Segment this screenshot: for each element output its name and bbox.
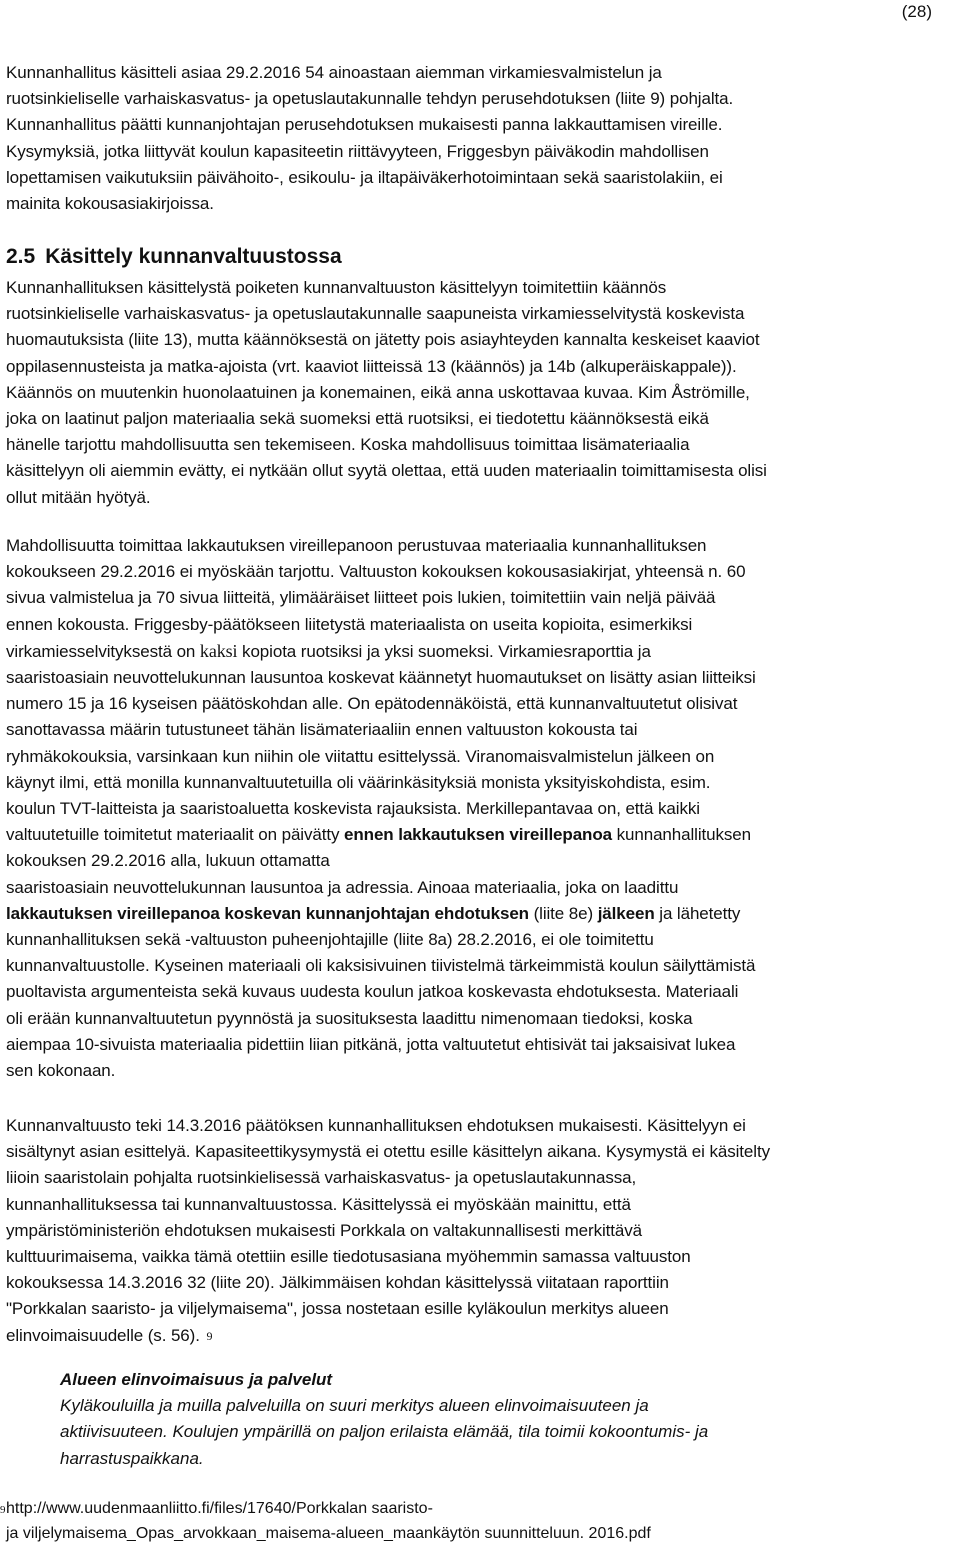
section-heading [6,242,342,272]
text-run: kunnanhallituksen [616,825,752,845]
text-line: ennen kokousta. Friggesby-päätökseen liitetystä materiaalista on useita kopioita, esimerkiksi [6,614,693,634]
text-line: kokoukseen 29.2.2016 ei myöskään tarjottu. Valtuuston kokouksen kokousasiakirjat, yhteensä n. 60 [6,562,746,582]
text-line: lopettamisen vaikutuksiin päivähoito-, esikoulu- ja iltapäiväkerhotoimintaan sekä saaristolakiin, ei [6,167,723,187]
footnote [0,1497,960,1546]
bold-run: jälkeen [597,903,655,923]
intro-paragraph [6,60,958,217]
text-line: joka on laatinut paljon materiaalia sekä suomeksi että ruotsiksi, ei tiedotettu käännöksestä eikä [6,409,709,429]
text-line: saaristoasiain neuvottelukunnan lausuntoa ja adressia. Ainoaa materiaalia, joka on laadittu [6,877,679,897]
quote-line: Kyläkouluilla ja muilla palveluilla on suuri merkitys alueen elinvoimaisuuteen ja [60,1396,649,1416]
text-line: sen kokonaan. [6,1061,116,1081]
text-line: "Porkkalan saaristo- ja viljelymaisema", jossa nostetaan esille kyläkoulun merkitys alueen [6,1299,669,1319]
text-run: valtuutetuille toimitetut materiaalit on päivätty [6,825,340,845]
text-line: kunnanhallituksessa tai kunnanvaltuustossa. Käsittelyssä ei myöskään mainittu, että [6,1194,631,1214]
text-line: Kunnanhallitus päätti kunnanjohtajan perusehdotuksen mukaisesti panna lakkauttamisen vireille. [6,115,723,135]
text-line: aiempaa 10-sivuista materiaalia pidettiin liian pitkänä, jotta valtuutetut ehtisivät tai jaksaisivat lukea [6,1034,736,1054]
text-line: Mahdollisuutta toimittaa lakkautuksen vireillepanoon perustuvaa materiaalia kunnanhallituksen [6,536,707,555]
text-line: ympäristöministeriön ehdotuksen mukaisesti Porkkala on valtakunnallisesti merkittävä [6,1220,642,1240]
text-line: Kysymyksiä, jotka liittyvät koulun kapasiteetin riittävyyteen, Friggesbyn päiväkodin mahdollisen [6,141,709,161]
section-number: 2.5 [6,245,36,268]
text-line: Kunnanhallituksen käsittelystä poiketen kunnanvaltuuston käsittelyyn toimitettiin käännös [6,278,667,297]
text-line: oli erään kunnanvaltuutetun pyynnöstä ja suosituksesta laadittu nimenomaan tiedoksi, koska [6,1008,693,1028]
text-line: kokouksen 29.2.2016 alla, lukuun ottamatta [6,851,330,871]
paragraph-decision [6,1113,958,1349]
text-line [6,638,958,665]
text-line: sivua valmistelua ja 70 sivua liitteitä, ylimääräiset liitteet pois lukien, toimitettiin vain neljä päivää [6,588,716,608]
quote-title: Alueen elinvoimaisuus ja palvelut [60,1370,333,1389]
text-line: ryhmäkokouksia, varsinkaan kun niihin ole viitattu esittelyssä. Viranomaisvalmistelun jälkeen on [6,746,715,766]
quote-line: harrastuspaikkana. [60,1448,204,1468]
text-line [6,822,958,848]
text-line: käsittelyyn oli aiemmin evätty, ei nytkään ollut syytä olettaa, että uuden materiaalin toimittamisesta olisi [6,461,767,481]
text-run: (liite 8e) [533,903,594,923]
text-run: virkamiesselvityksestä on [6,641,196,661]
text-line: huomautuksista (liite 13), mutta käännöksestä on jätetty pois asiayhteyden kannalta keskeiset kaaviot [6,330,760,350]
text-line: Kunnanvaltuusto teki 14.3.2016 päätöksen kunnanhallituksen ehdotuksen mukaisesti. Käsittelyyn ei [6,1116,746,1135]
footnote-reference: 9 [206,1328,213,1343]
text-line: Kunnanhallitus käsitteli asiaa 29.2.2016 54 ainoastaan aiemman virkamiesvalmistelun ja [6,63,662,82]
text-run-serif: kaksi [199,640,238,661]
quote-block [60,1367,940,1472]
text-run: elinvoimaisuudelle (s. 56). [6,1325,200,1345]
text-line: saaristoasiain neuvottelukunnan lausuntoa koskevat käännetyt huomautukset on lisätty asian liitteiksi [6,668,756,688]
text-line: liioin saaristolain pohjalta ruotsinkielisessä varhaiskasvatus- ja opetuslautakunnassa, [6,1168,637,1188]
text-line: kulttuurimaisema, vaikka tämä otettiin esille tiedotusasiana myöhemmin samassa valtuuston [6,1247,691,1267]
text-line: käynyt ilmi, että monilla kunnanvaltuutetuilla oli väärinkäsityksiä monista yksityiskohdista, esim. [6,772,711,792]
footnote-line: ja viljelymaisema_Opas_arvokkaan_maisema-alueen_maankäytön suunnitteluun. 2016.pdf [6,1525,651,1542]
text-line [6,1323,958,1349]
text-line: koulun TVT-laitteista ja saaristoaluetta koskevista rajauksista. Merkillepantavaa on, että kaikki [6,799,700,819]
bold-run: ennen lakkautuksen vireillepanoa [344,825,612,845]
text-run: kopiota ruotsiksi ja yksi suomeksi. Virkamiesraporttia ja [242,641,651,661]
text-line: hänelle tarjottu mahdollisuutta sen tekemiseen. Koska mahdollisuus toimittaa lisämateriaalia [6,435,690,455]
page-number: (28) [901,2,932,21]
text-line: sanottavassa määrin tutustuneet tähän lisämateriaaliin ennen valtuuston kokousta tai [6,720,638,740]
text-line: ollut mitään hyötyä. [6,487,151,507]
bold-run: lakkautuksen vireillepanoa koskevan kunnanjohtajan ehdotuksen [6,903,529,923]
text-line [6,901,958,927]
text-line: numero 15 ja 16 kyseisen päätöskohdan alle. On epätodennäköistä, että kunnanvaltuutetut olisivat [6,694,738,714]
quote-line: aktiivisuuteen. Koulujen ympärillä on paljon erilaista elämää, tila toimii kokoontumis- ja [60,1422,709,1442]
text-line: Käännös on muutenkin huonolaatuinen ja konemainen, eikä anna uskottavaa kuvaa. Kim Åströmille, [6,382,750,402]
text-line: oppilasennusteista ja matka-ajoista (vrt. kaaviot liitteissä 13 (käännös) ja 14b (alkuperäiskappale)). [6,356,737,376]
footnote-url: http://www.uudenmaanliitto.fi/files/17640/Porkkalan saaristo- [6,1500,433,1517]
section-title: Käsittely kunnanvaltuustossa [45,245,342,268]
footnote-line [0,1497,960,1522]
text-line: kunnanhallituksen sekä -valtuuston puheenjohtajille (liite 8a) 28.2.2016, ei ole toimitettu [6,930,654,950]
text-line: ruotsinkieliselle varhaiskasvatus- ja opetuslautakunnalle saapuneista virkamiesselvitystä koskevista [6,304,745,324]
paragraph-translation [6,275,958,511]
text-run: ja lähetetty [659,903,741,923]
text-line: kokouksessa 14.3.2016 32 (liite 20). Jälkimmäisen kohdan käsittelyssä viitataan raporttiin [6,1273,669,1293]
text-line: ruotsinkieliselle varhaiskasvatus- ja opetuslautakunnalle tehdyn perusehdotuksen (liite 9) pohjalta. [6,89,734,109]
text-line: sisältynyt asian esittelyä. Kapasiteettikysymystä ei otettu esille käsittelyn aikana. Kysymystä ei käsitelty [6,1142,770,1162]
text-line: puoltavista argumenteista sekä kuvaus uudesta koulun jatkoa koskevasta ehdotuksesta. Materiaali [6,982,739,1002]
footnote-number: 9 [0,1504,6,1516]
text-line: mainita kokousasiakirjoissa. [6,194,214,214]
text-line: kunnanvaltuustolle. Kyseinen materiaali oli kaksisivuinen tiivistelmä tärkeimmistä koulun säilyttämistä [6,956,756,976]
paragraph-materials [6,533,958,1084]
